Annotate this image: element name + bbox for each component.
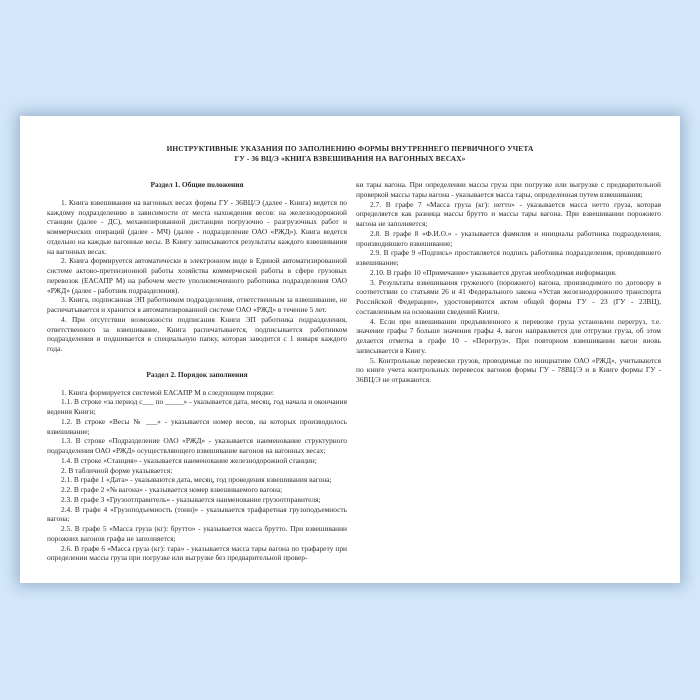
- paragraph: 5. Контрольные перевески грузов, проводимые по инициативе ОАО «РЖД», учитываются по книге учета контрольных перевесок вагонов формы ГУ - 78ВЦ/Э и в Книге формы ГУ - 36ВЦ/Э не отражаются.: [356, 355, 661, 384]
- title-line-1: ИНСТРУКТИВНЫЕ УКАЗАНИЯ ПО ЗАПОЛНЕНИЮ ФОРМЫ ВНУТРЕННЕГО ПЕРВИЧНОГО УЧЕТА: [166, 144, 534, 153]
- paragraph: 1.3. В строке «Подразделение ОАО «РЖД» - указывается наименование структурного подразделения ОАО «РЖД» осуществляющего взвешивание вагонов на вагонных весах;: [47, 436, 347, 455]
- left-column: [47, 180, 347, 563]
- paragraph: 2.10. В графе 10 «Примечание» указывается другая необходимая информация.: [370, 267, 617, 277]
- paragraph: 2. В табличной форме указывается:: [61, 465, 173, 475]
- paragraph: 1.4. В строке «Станция» - указывается наименование железнодорожной станции;: [61, 455, 317, 465]
- section-2-heading: Раздел 2. Порядок заполнения: [146, 369, 248, 379]
- paragraph: 3. Результаты взвешивания груженого (порожнего) вагона, производимого по договору в соответствии со статьями 26 и 41 Федерального закона «Устав железнодорожного транспорта Российской Федерации», удостоверяются актом общей формы ГУ - 23 (ГУ - 23ВЦ), составленным на основании сведений Книги.: [356, 277, 661, 316]
- document-title: [20, 144, 680, 164]
- paragraph: 2. Книга формируется автоматически в электронном виде в Единой автоматизированной системе актово-претензионной работы хозяйства коммерческой работы в сфере грузовых перевозок (ЕАСАПР М) на рабочем месте уполномоченного работника подразделения ОАО «РЖД» (далее - работник подразделения).: [47, 256, 347, 295]
- paragraph: 2.1. В графе 1 «Дата» - указываются дата, месяц, год проведения взвешивания вагона;: [61, 475, 332, 485]
- paragraph: 2.8. В графе 8 «Ф.И.О.» - указывается фамилия и инициалы работника подразделения, производившего взвешивание;: [356, 228, 661, 248]
- paragraph: 2.4. В графе 4 «Грузоподъемность (тонн)» - указывается трафаретная грузоподъемность вагона;: [47, 504, 347, 524]
- paragraph-continuation: ки тары вагона. При определении массы груза при погрузке или выгрузке с предварительной проверкой массы тары вагона - указывается масса тары, определенная путем взвешивания;: [356, 180, 661, 199]
- title-line-2: ГУ - 36 ВЦ/Э «КНИГА ВЗВЕШИВАНИЯ НА ВАГОННЫХ ВЕСАХ»: [234, 154, 466, 163]
- paragraph: 4. При отсутствии возможности подписания Книги ЭП работника подразделения, ответственного за взвешивание, Книга распечатывается, подписывается работником подразделения и подшивается в специальную папку, которая заводится с 1 января каждого года.: [47, 314, 347, 353]
- paragraph: 2.6. В графе 6 «Масса груза (кг): тара» - указывается масса тары вагона по трафарету при определении массы груза при погрузке или выгрузке без предварительной провер-: [47, 543, 347, 563]
- paragraph: 1.2. В строке «Весы № ___» - указывается номер весов, на которых производилось взвешивание;: [47, 416, 347, 436]
- paragraph: 4. Если при взвешивании предъявленного к перевозке груза установлен перегруз, т.е. значение графы 7 больше значения графы 4, вагон направляется для отгрузки груза, об этом делается отметка в графе 10 - «Перегруз». При повторном взвешивании вагон вновь записывается в Книгу.: [356, 316, 661, 355]
- paragraph: 2.3. В графе 3 «Грузоотправитель» - указывается наименование грузоотправителя;: [61, 494, 321, 504]
- document-page: [20, 116, 680, 583]
- paragraph: 3. Книга, подписанная ЭП работником подразделения, ответственным за взвешивание, не распечатывается и хранится в автоматизированной системе ОАО «РЖД» в течение 5 лет.: [47, 295, 347, 314]
- paragraph: 2.7. В графе 7 «Масса груза (кг): нетто» - указывается масса нетто груза, которая определяется как разница массы брутто и массы тары вагона. При взвешивании порожнего вагона не заполняется;: [356, 199, 661, 228]
- paragraph: 1. Книга формируется системой ЕАСАПР М в следующем порядке:: [61, 387, 274, 397]
- paragraph: 1. Книга взвешивания на вагонных весах формы ГУ - 36ВЦ/Э (далее - Книга) ведется по каждому подразделению в зависимости от места нахождения весов: на железнодорожной станции (далее - ДС), механизированной дистанции погрузочно - разгрузочных работ и коммерческих операций (далее - МЧ) (далее - подразделение ОАО «РЖД»). Книга ведется отдельно на каждые вагонные весы. В Книгу записываются результаты каждого взвешивания на вагонных весах.: [47, 197, 347, 256]
- paragraph: 2.5. В графе 5 «Масса груза (кг): брутто» - указывается масса брутто. При взвешивании порожних вагонов графа не заполняется;: [47, 524, 347, 543]
- section-1-heading: Раздел 1. Общие положения: [150, 180, 244, 189]
- paragraph: 2.9. В графе 9 «Подпись» проставляется подпись работника подразделения, проводившего взвешивание;: [356, 248, 661, 267]
- paragraph: 2.2. В графе 2 «№ вагона» - указывается номер взвешиваемого вагона;: [61, 485, 283, 494]
- right-column: [356, 180, 661, 385]
- paragraph: 1.1. В строке «за период с___ по _____» - указывается дата, месяц, год начала и окончания ведения Книги;: [47, 397, 347, 416]
